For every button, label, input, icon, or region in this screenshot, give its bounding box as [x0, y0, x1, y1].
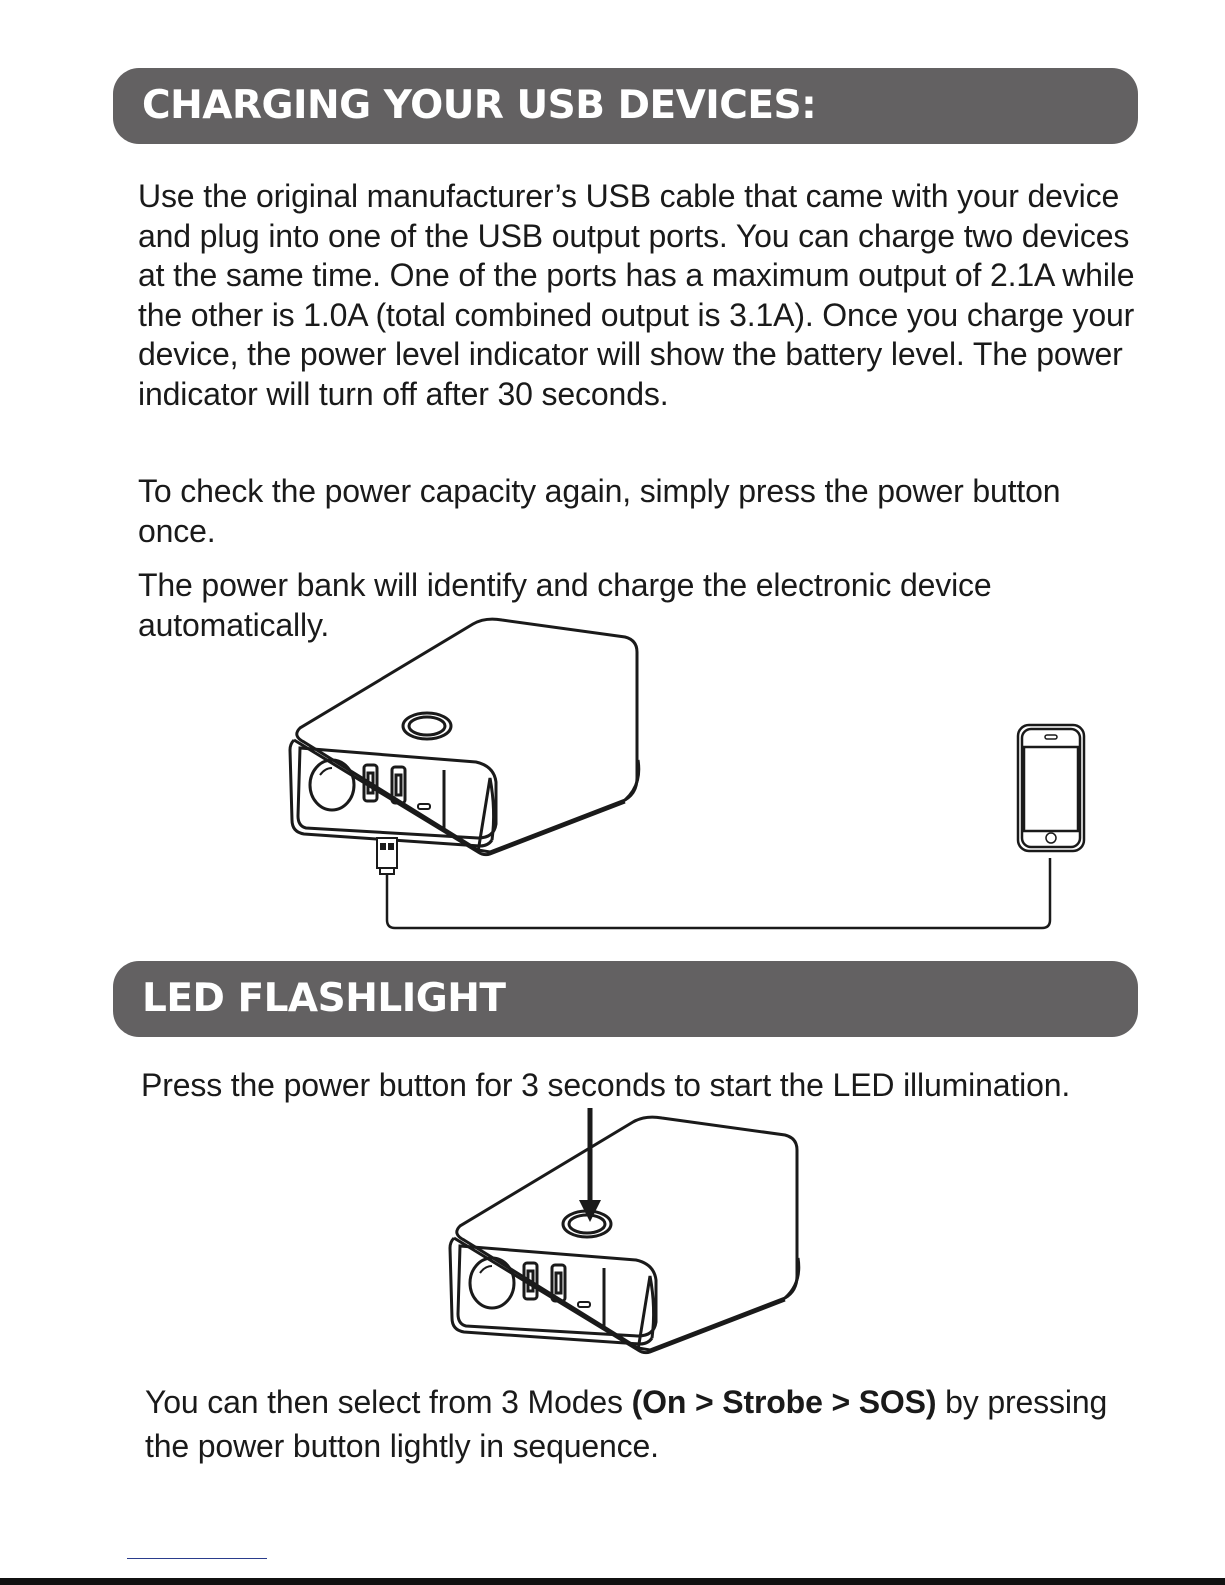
modes-list: (On > Strobe > SOS) — [631, 1384, 937, 1420]
paragraph-check-capacity: To check the power capacity again, simply press the power button once. — [138, 473, 1061, 549]
power-bank-illustration — [290, 619, 639, 855]
paragraph-auto-identify: The power bank will identify and charge the electronic device automatically. — [138, 567, 992, 643]
usb-cable — [387, 858, 1050, 928]
usb-plug-icon — [377, 838, 397, 874]
charging-illustration — [280, 610, 1100, 940]
flashlight-illustration — [440, 1108, 810, 1358]
paragraph-usb-cable: Use the original manufacturer’s USB cable that came with your device and plug into one of the USB output ports. You can charge two devices at the same time. One of the ports has a maximum output of 2.1A while the other is 1.0A (total combined output is 3.1A). Once you charge your device, the power level indicator will show the battery level. The power indicator will turn off after 30 seconds. — [138, 178, 1135, 412]
modes-text-prefix: You can then select from 3 Modes — [145, 1384, 632, 1420]
paragraph-led-instruction: Press the power button for 3 seconds to start the LED illumination. — [141, 1067, 1071, 1103]
footer-rule — [127, 1558, 267, 1559]
page-bottom-edge — [0, 1578, 1225, 1585]
modes-text-suffix: by pressing the power button lightly in sequence. — [145, 1384, 1108, 1464]
section-banner-charging — [113, 68, 1138, 144]
smartphone-icon — [1018, 725, 1084, 851]
paragraph-modes — [145, 1380, 1125, 1468]
power-bank-illustration — [450, 1117, 799, 1353]
section-banner-flashlight — [113, 961, 1138, 1037]
section-title: LED FLASHLIGHT — [142, 976, 506, 1021]
section-title: CHARGING YOUR USB DEVICES: — [142, 83, 817, 128]
